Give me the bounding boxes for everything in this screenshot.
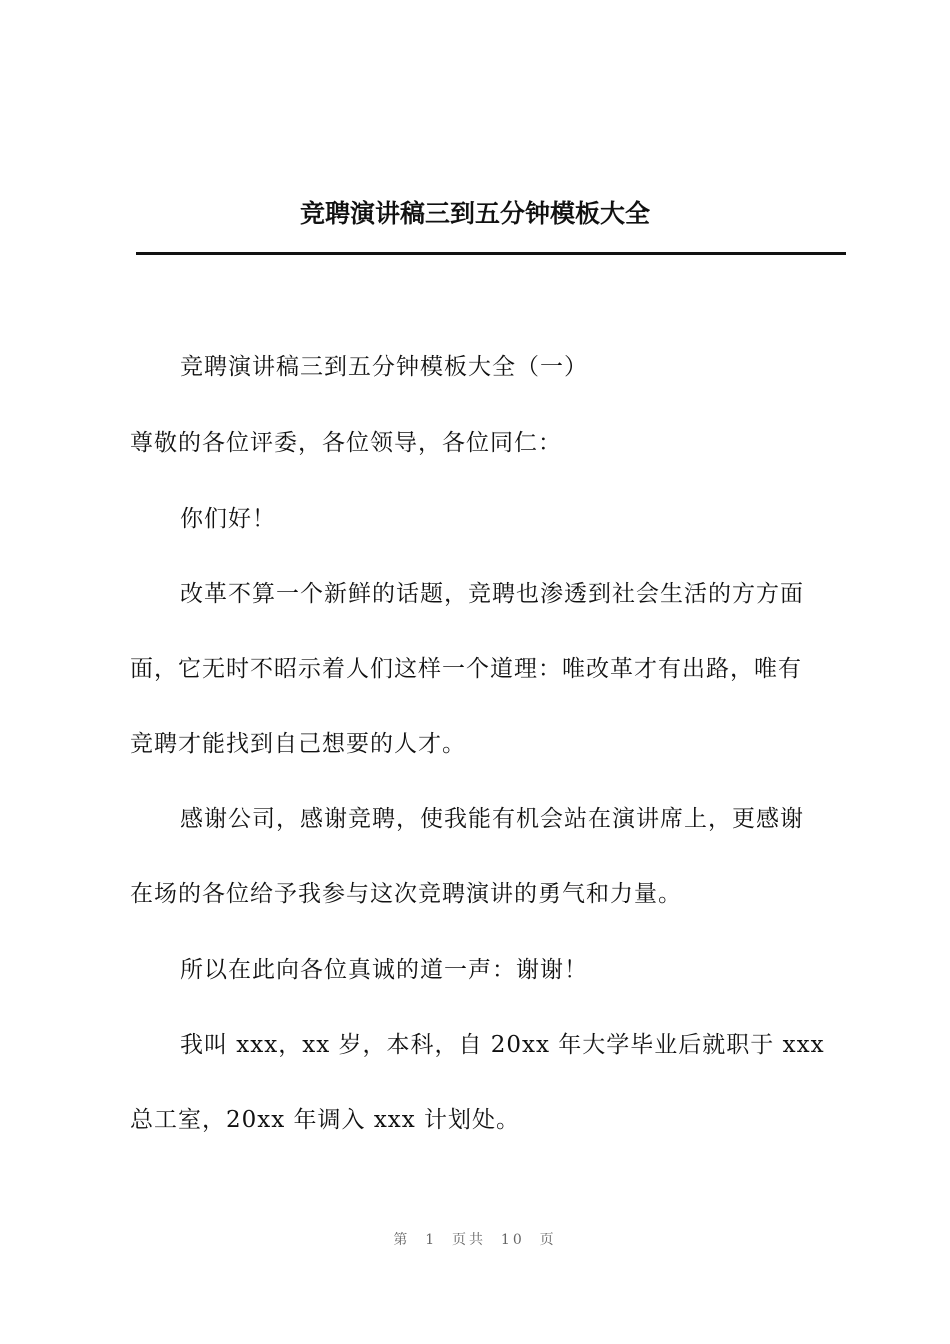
greeting: 你们好！ [180, 506, 276, 532]
document-title: 竞聘演讲稿三到五分钟模板大全 [299, 199, 650, 228]
page-number-footer: 第 1 页共 10 页 [393, 1232, 557, 1248]
paragraph-line: 竞聘才能找到自己想要的人才。 [130, 731, 466, 757]
paragraph-line: 在场的各位给予我参与这次竞聘演讲的勇气和力量。 [130, 881, 682, 907]
title-underline [136, 252, 846, 255]
section-heading: 竞聘演讲稿三到五分钟模板大全（一） [180, 354, 588, 380]
paragraph-line: 改革不算一个新鲜的话题，竞聘也渗透到社会生活的方方面 [180, 581, 804, 607]
paragraph-line: 所以在此向各位真诚的道一声：谢谢！ [180, 957, 588, 983]
paragraph-line: 面，它无时不昭示着人们这样一个道理：唯改革才有出路，唯有 [130, 656, 802, 682]
paragraph-line: 感谢公司，感谢竞聘，使我能有机会站在演讲席上，更感谢 [180, 806, 804, 832]
paragraph-line: 我叫 xxx，xx 岁，本科，自 20xx 年大学毕业后就职于 xxx [180, 1032, 825, 1058]
salutation: 尊敬的各位评委，各位领导，各位同仁： [130, 430, 562, 456]
paragraph-line: 总工室，20xx 年调入 xxx 计划处。 [130, 1107, 521, 1133]
